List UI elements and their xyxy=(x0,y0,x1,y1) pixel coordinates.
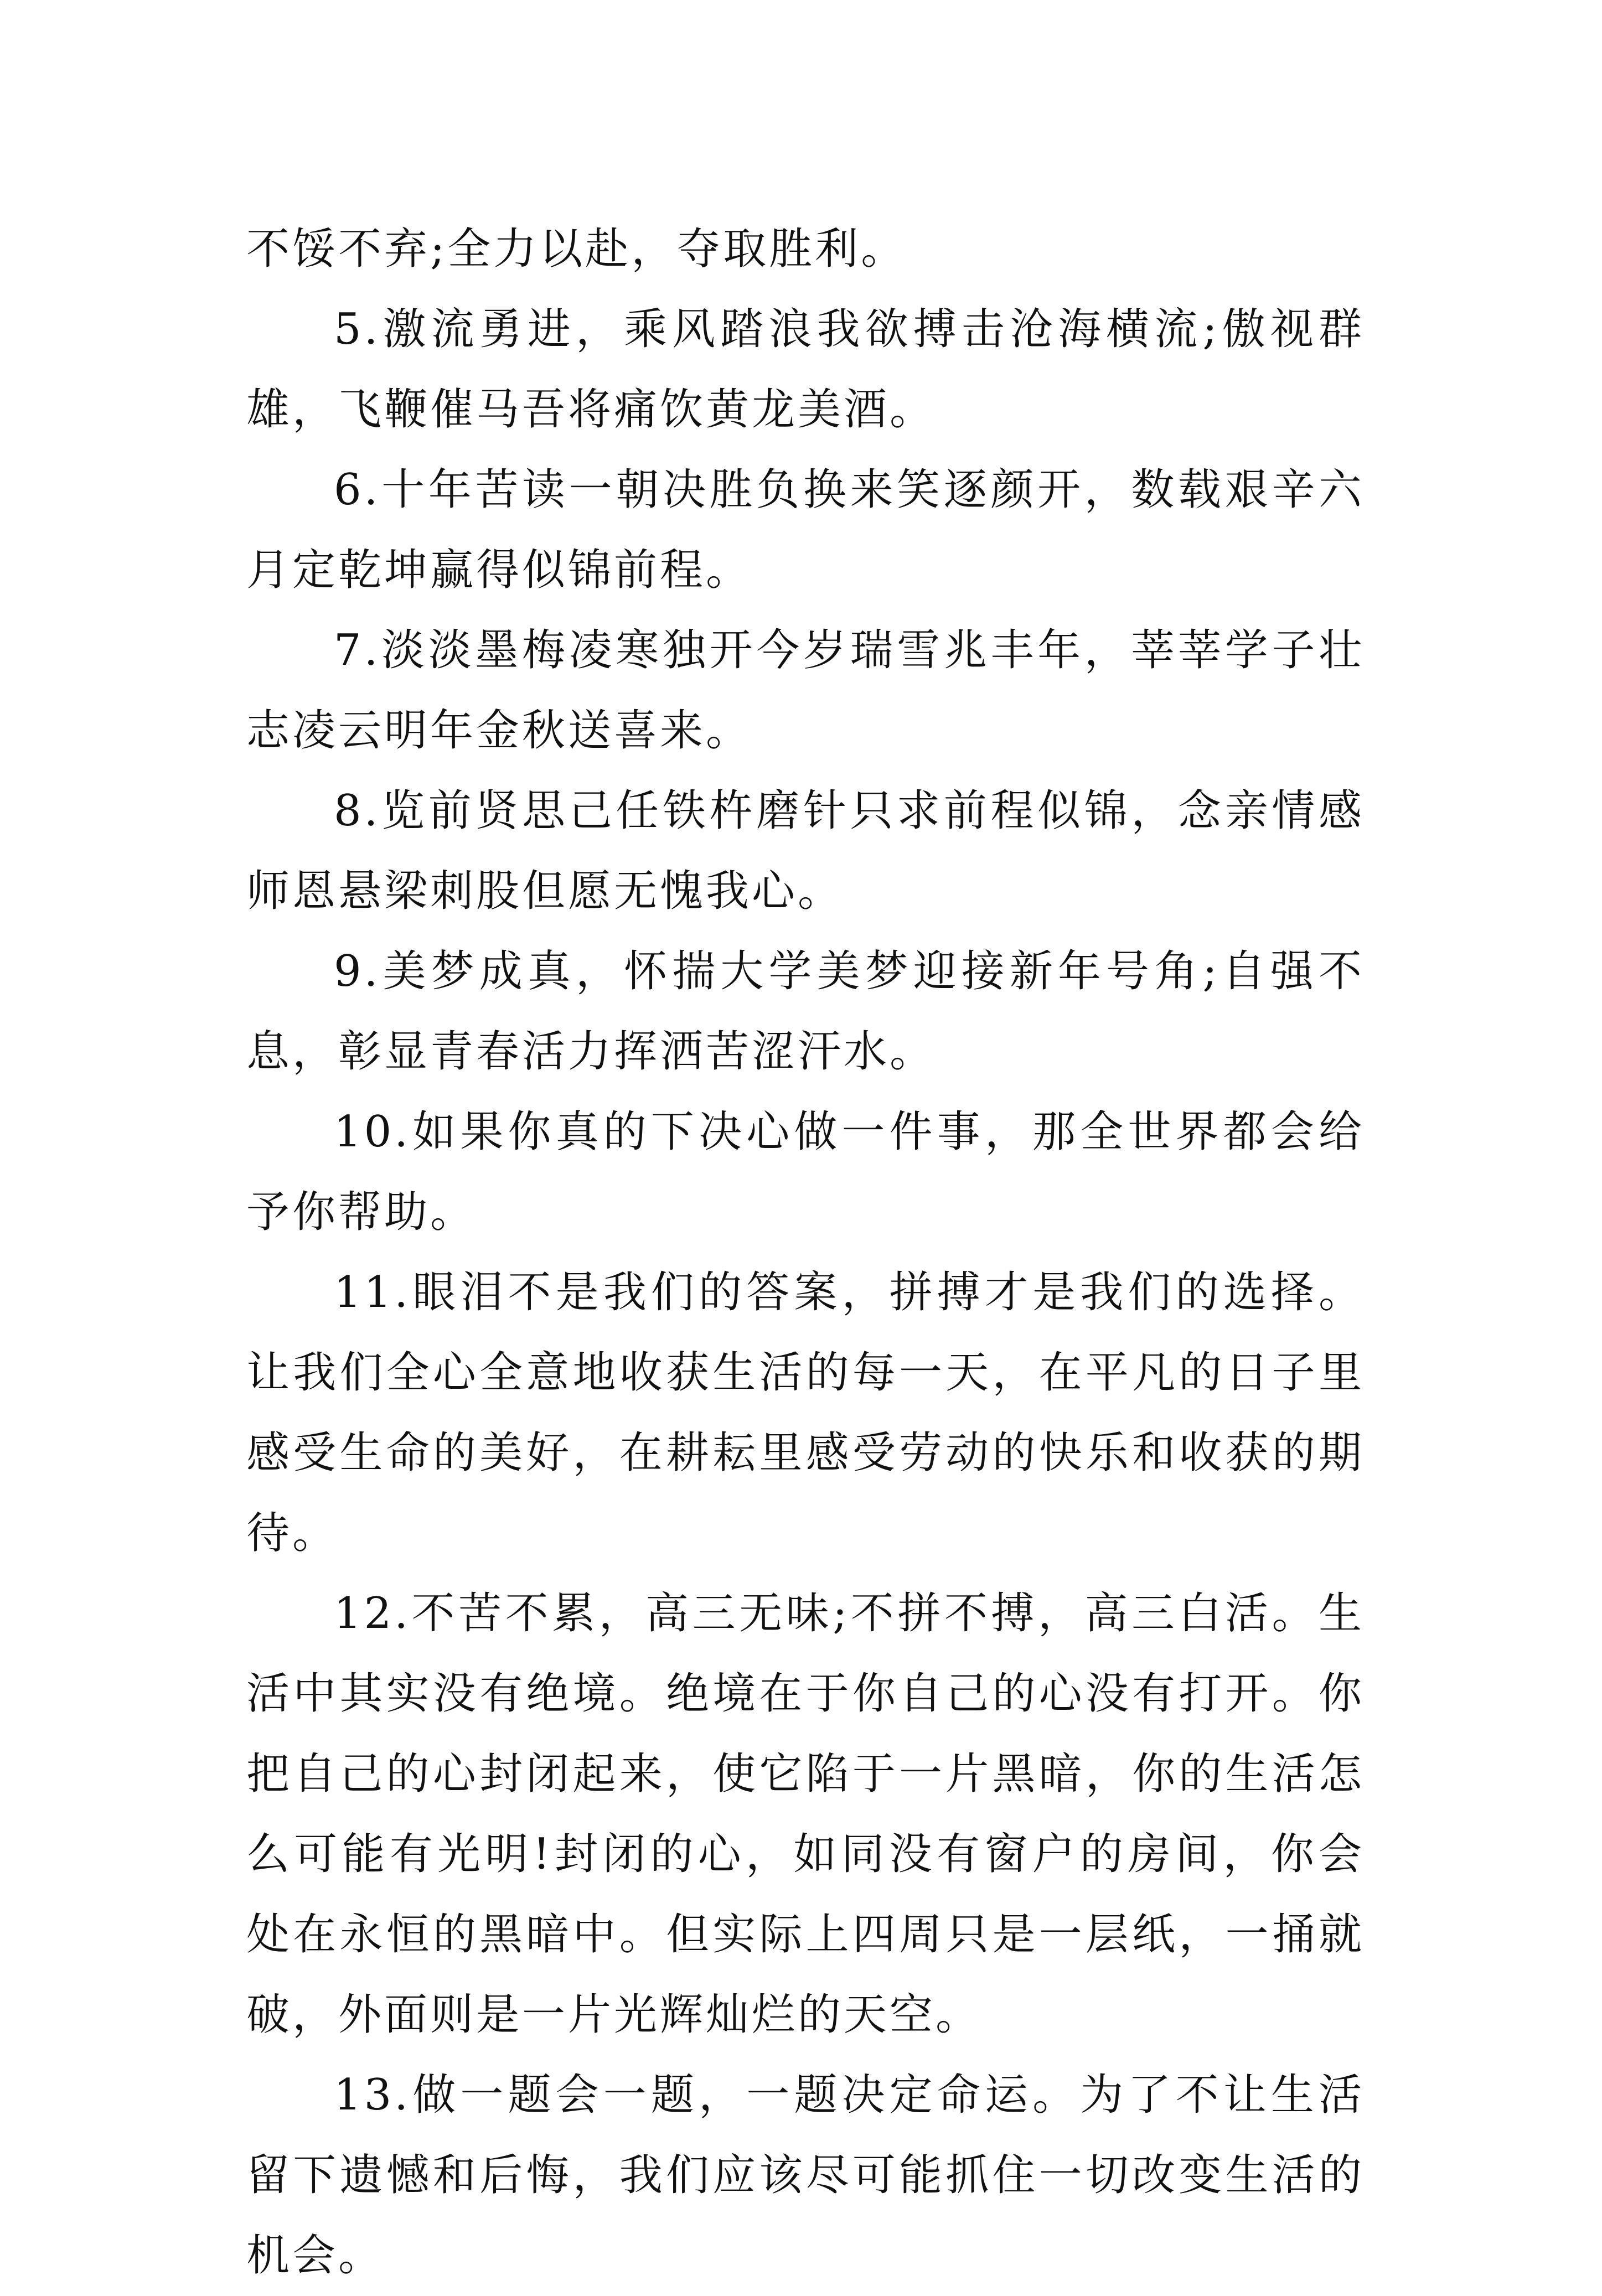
paragraph-item-11: 11.眼泪不是我们的答案，拼搏才是我们的选择。让我们全心全意地收获生活的每一天，在平凡的日子里感受生命的美好，在耕耘里感受劳动的快乐和收获的期待。 xyxy=(246,1268,1365,1558)
paragraph-item-6: 6.十年苦读一朝决胜负换来笑逐颜开，数载艰辛六月定乾坤赢得似锦前程。 xyxy=(246,465,1365,595)
paragraph-item-10: 10.如果你真的下决心做一件事，那全世界都会给予你帮助。 xyxy=(246,1107,1365,1237)
paragraph-item-9: 9.美梦成真，怀揣大学美梦迎接新年号角;自强不息，彰显青春活力挥洒苦涩汗水。 xyxy=(246,947,1365,1077)
paragraph-item-8: 8.览前贤思己任铁杵磨针只求前程似锦，念亲情感师恩悬梁刺股但愿无愧我心。 xyxy=(246,786,1365,916)
paragraph-item-13: 13.做一题会一题，一题决定命运。为了不让生活留下遗憾和后悔，我们应该尽可能抓住一切改变生活的机会。 xyxy=(246,2070,1365,2281)
document-body xyxy=(246,209,1365,2296)
paragraph-item-7: 7.淡淡墨梅凌寒独开今岁瑞雪兆丰年，莘莘学子壮志凌云明年金秋送喜来。 xyxy=(246,625,1365,756)
paragraph-continued: 不馁不弃;全力以赴，夺取胜利。 xyxy=(246,224,907,274)
paragraph-item-12: 12.不苦不累，高三无味;不拼不搏，高三白活。生活中其实没有绝境。绝境在于你自己的心没有打开。你把自己的心封闭起来，使它陷于一片黑暗，你的生活怎么可能有光明!封闭的心，如同没有窗户的房间，你会处在永恒的黑暗中。但实际上四周只是一层纸，一捅就破，外面则是一片光辉灿烂的天空。 xyxy=(246,1589,1365,2040)
paragraph-item-5: 5.激流勇进，乘风踏浪我欲搏击沧海横流;傲视群雄，飞鞭催马吾将痛饮黄龙美酒。 xyxy=(246,304,1365,435)
